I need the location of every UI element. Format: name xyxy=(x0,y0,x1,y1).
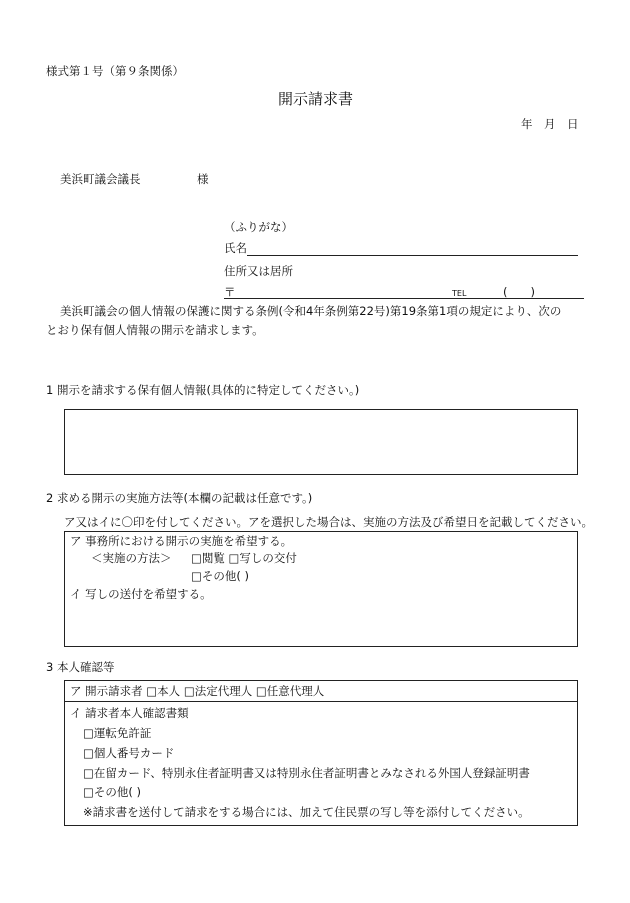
intro-line-1: 美浜町議会の個人情報の保護に関する条例(令和4年条例第22号)第19条第1項の規定により、次の xyxy=(60,304,562,318)
doc-my-number-card[interactable]: □個人番号カード xyxy=(83,746,175,760)
doc-residence-card[interactable]: □在留カード、特別永住者証明書又は特別永住者証明書とみなされる外国人登録証明書 xyxy=(83,766,530,780)
section3-heading: 3 本人確認等 xyxy=(46,660,115,674)
requester-type-row[interactable]: ア 開示請求者 □本人 □法定代理人 □任意代理人 xyxy=(70,684,325,698)
name-field[interactable] xyxy=(247,255,578,256)
tel-parens[interactable]: ( ) xyxy=(503,285,535,299)
section3-divider xyxy=(65,701,577,702)
date-line[interactable]: 年 月 日 xyxy=(521,117,579,131)
method-label: ＜実施の方法＞ xyxy=(91,551,172,565)
document-title: 開示請求書 xyxy=(278,90,354,108)
section3-note: ※請求書を送付して請求をする場合には、加えて住民票の写し等を添付してください。 xyxy=(83,805,530,819)
postal-mark: 〒 xyxy=(224,285,236,299)
furigana-label: （ふりがな） xyxy=(224,220,293,234)
addressee-name: 美浜町議会議長 xyxy=(60,172,141,186)
option-a-text[interactable]: ア 事務所における開示の実施を希望する。 xyxy=(70,534,293,548)
tel-label: TEL xyxy=(452,289,467,298)
method-options-line1[interactable]: □閲覧 □写しの交付 xyxy=(191,551,297,565)
section3-box xyxy=(64,680,578,826)
intro-line-2: とおり保有個人情報の開示を請求します。 xyxy=(46,323,264,337)
section1-input-box[interactable] xyxy=(64,409,578,475)
section2-box xyxy=(64,531,578,647)
address-label: 住所又は居所 xyxy=(224,264,293,278)
id-documents-title: イ 請求者本人確認書類 xyxy=(70,706,189,720)
doc-other[interactable]: □その他( ) xyxy=(83,785,141,799)
section1-heading: 1 開示を請求する保有個人情報(具体的に特定してください。) xyxy=(46,383,360,397)
doc-drivers-license[interactable]: □運転免許証 xyxy=(83,726,152,740)
section2-instruction: ア又はイに〇印を付してください。アを選択した場合は、実施の方法及び希望日を記載してください。 xyxy=(64,515,593,529)
method-options-line2[interactable]: □その他( ) xyxy=(191,569,249,583)
form-number-label: 様式第１号（第９条関係） xyxy=(46,64,184,78)
addressee-honorific: 様 xyxy=(197,172,209,186)
section2-heading: 2 求める開示の実施方法等(本欄の記載は任意です。) xyxy=(46,491,313,505)
name-label: 氏名 xyxy=(224,241,247,255)
option-i-text[interactable]: イ 写しの送付を希望する。 xyxy=(70,587,212,601)
